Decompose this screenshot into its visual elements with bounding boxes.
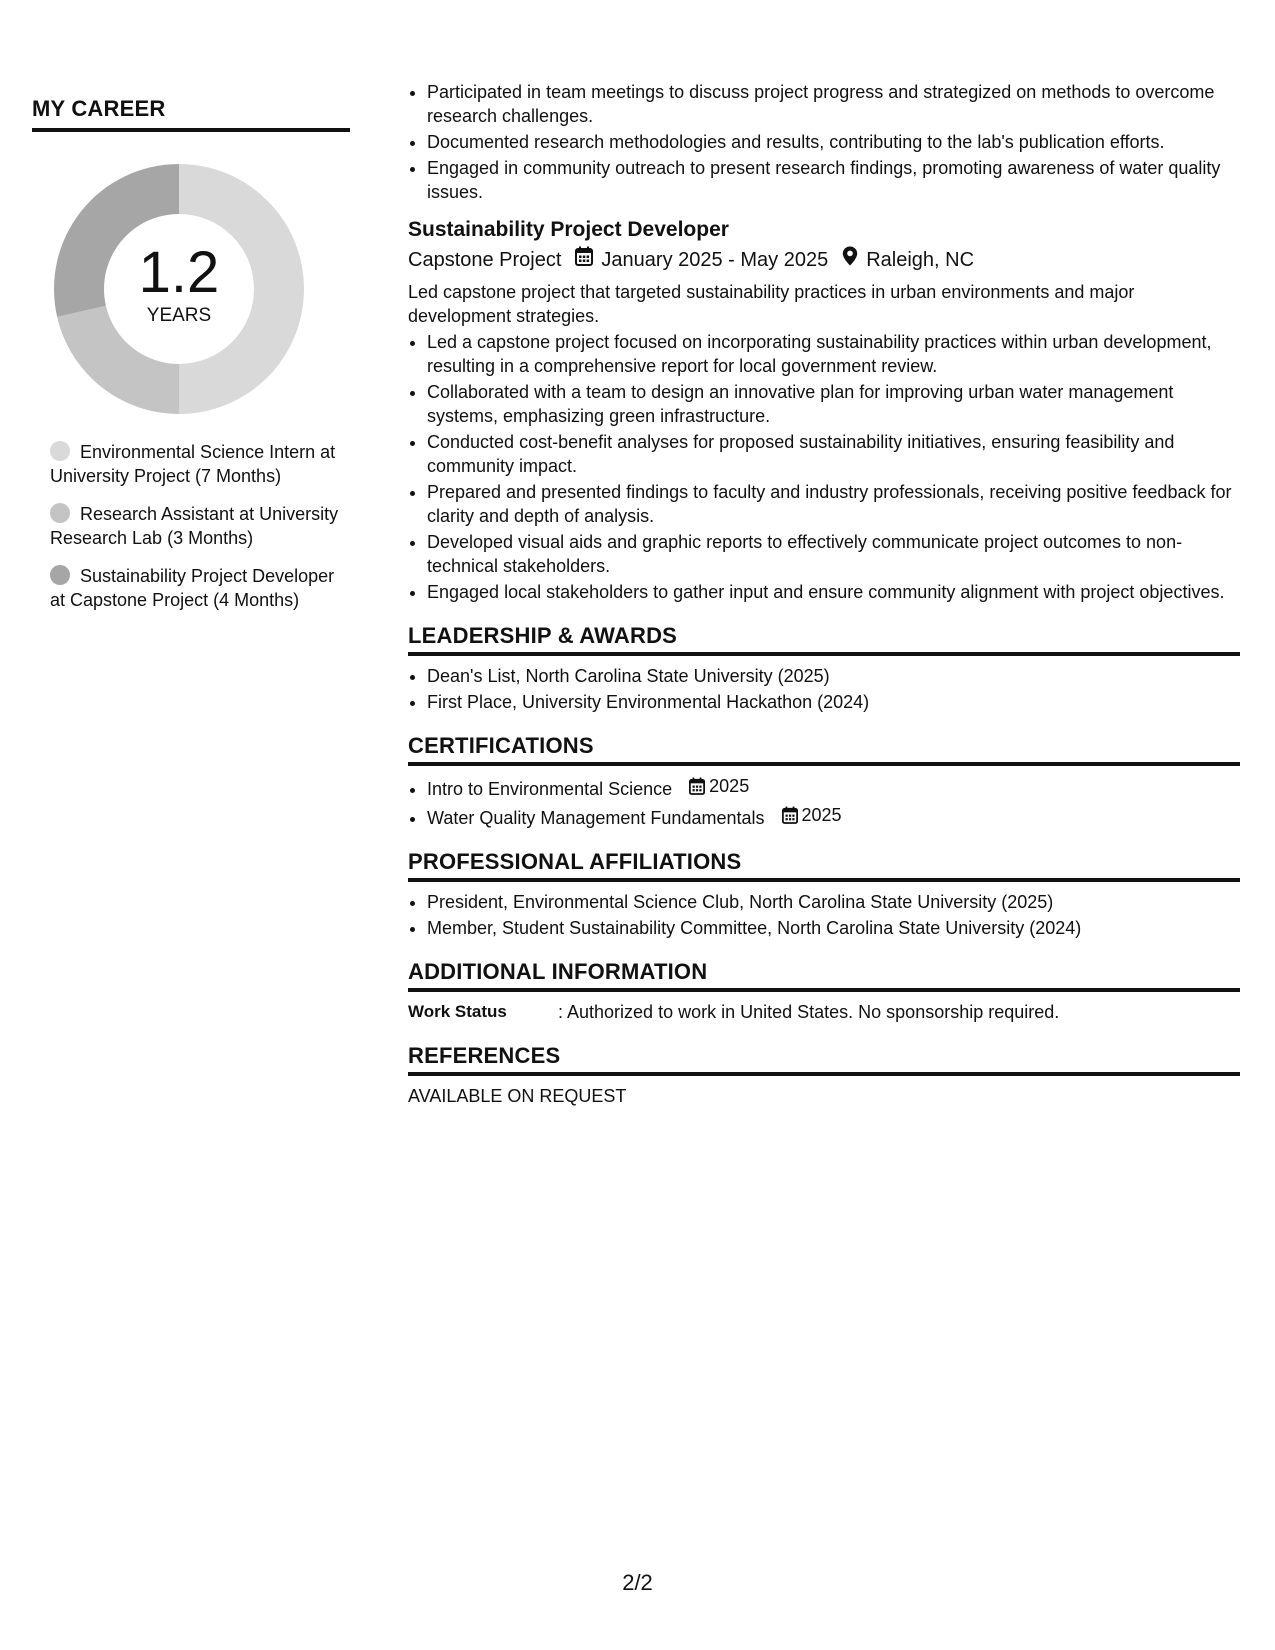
references-text: AVAILABLE ON REQUEST <box>408 1086 627 1106</box>
certification-year: 2025 <box>801 805 842 825</box>
legend-label: Research Assistant at University Research Lab (3 Months) <box>50 504 339 548</box>
work-status-value: : Authorized to work in United States. No sponsorship required. <box>558 1002 1060 1022</box>
affiliations-heading: PROFESSIONAL AFFILIATIONS <box>408 850 1240 882</box>
calendar-icon <box>575 246 593 274</box>
list-item <box>427 774 1240 801</box>
map-pin-icon <box>842 246 858 274</box>
work-status-label: Work Status <box>408 1002 507 1021</box>
legend-label: Sustainability Project Developer at Capstone Project (4 Months) <box>50 566 335 610</box>
job-dates: January 2025 - May 2025 <box>601 249 829 271</box>
legend-item <box>50 440 350 488</box>
career-sidebar <box>32 96 350 626</box>
list-item <box>427 803 1240 830</box>
list-item: • Engaged in community outreach to present research findings, promoting awareness of water quality issues. <box>427 156 1240 204</box>
job-summary: Led capstone project that targeted sustainability practices in urban environments and major development strategies. <box>408 282 1135 326</box>
list-item: • Documented research methodologies and results, contributing to the lab's publication efforts. <box>427 130 1240 154</box>
career-heading: MY CAREER <box>32 96 350 132</box>
job-location: Raleigh, NC <box>866 249 975 271</box>
page-number: 2/2 <box>622 1570 653 1595</box>
list-item: • Prepared and presented findings to faculty and industry professionals, receiving positive feedback for clarity and depth of analysis. <box>427 480 1240 528</box>
work-status-row <box>408 1000 1240 1024</box>
additional-info-heading: ADDITIONAL INFORMATION <box>408 960 1240 992</box>
leadership-heading: LEADERSHIP & AWARDS <box>408 624 1240 656</box>
list-item: • Participated in team meetings to discuss project progress and strategized on methods to overcome research challenges. <box>427 80 1240 128</box>
list-item: • Collaborated with a team to design an innovative plan for improving urban water management systems, emphasizing green infrastructure. <box>427 380 1240 428</box>
legend-item <box>50 564 350 612</box>
career-total-value: 1.2 <box>138 240 220 305</box>
list-item: • President, Environmental Science Club, North Carolina State University (2025) <box>427 890 1240 914</box>
list-item: • First Place, University Environmental Hackathon (2024) <box>427 690 1240 714</box>
career-total-unit: YEARS <box>146 305 212 326</box>
job-title: Sustainability Project Developer <box>408 218 729 241</box>
list-item: • Developed visual aids and graphic reports to effectively communicate project outcomes to non-technical stakeholders. <box>427 530 1240 578</box>
certifications-heading: CERTIFICATIONS <box>408 734 1240 766</box>
list-item: • Engaged local stakeholders to gather input and ensure community alignment with project objectives. <box>427 580 1240 604</box>
legend-dot-icon <box>50 503 70 523</box>
career-legend <box>50 440 350 612</box>
main-content <box>408 80 1240 1108</box>
leadership-list <box>408 664 1240 714</box>
certification-name: Intro to Environmental Science <box>427 779 673 799</box>
legend-item <box>50 502 350 550</box>
list-item: • Conducted cost-benefit analyses for proposed sustainability initiatives, ensuring feasibility and community impact. <box>427 430 1240 478</box>
certification-year: 2025 <box>709 776 750 796</box>
list-item: • Led a capstone project focused on incorporating sustainability practices within urban development, resulting in a comprehensive report for local government review. <box>427 330 1240 378</box>
list-item: • Member, Student Sustainability Committee, North Carolina State University (2024) <box>427 916 1240 940</box>
affiliations-list <box>408 890 1240 940</box>
calendar-icon <box>782 806 798 824</box>
career-donut-chart <box>54 164 304 414</box>
job-company: Capstone Project <box>408 249 562 271</box>
legend-dot-icon <box>50 565 70 585</box>
job-bullets <box>408 330 1240 604</box>
list-item: • Dean's List, North Carolina State University (2025) <box>427 664 1240 688</box>
legend-dot-icon <box>50 441 70 461</box>
legend-label: Environmental Science Intern at University Project (7 Months) <box>50 442 336 486</box>
certifications-list <box>408 774 1240 830</box>
certification-name: Water Quality Management Fundamentals <box>427 808 765 828</box>
job-meta <box>408 246 1240 274</box>
experience-continued-list <box>408 80 1240 204</box>
calendar-icon <box>689 777 705 795</box>
references-heading: REFERENCES <box>408 1044 1240 1076</box>
